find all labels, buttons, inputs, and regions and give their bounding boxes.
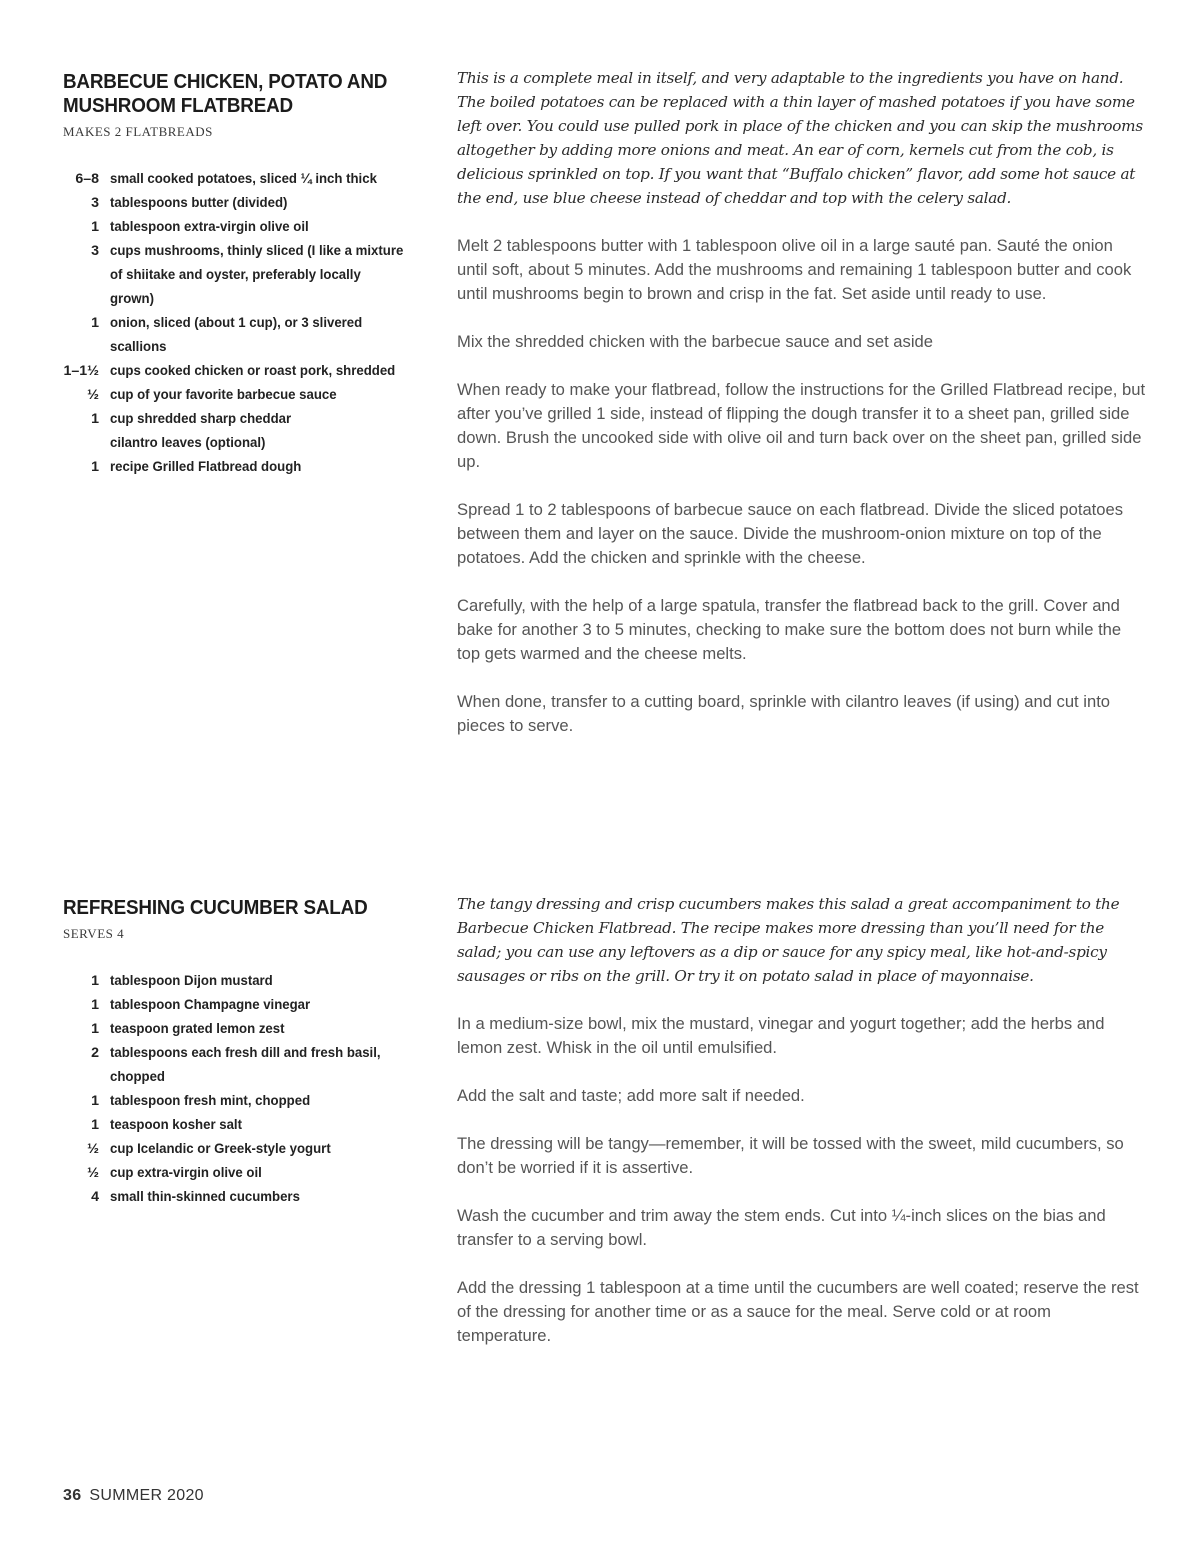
- ingredient-text: of shiitake and oyster, preferably locally: [110, 267, 361, 283]
- ingredient-quantity: 1–1½: [63, 363, 99, 379]
- ingredient-item: [63, 969, 443, 993]
- ingredient-item: [63, 1185, 443, 1209]
- ingredient-text: small thin-skinned cucumbers: [110, 1189, 300, 1205]
- recipe2-body: [457, 892, 1147, 1372]
- ingredient-item: [63, 239, 443, 311]
- ingredient-item: [63, 407, 443, 431]
- ingredient-item: [63, 455, 443, 479]
- ingredient-item: [63, 1113, 443, 1137]
- ingredient-item: [63, 215, 443, 239]
- method-paragraph: Carefully, with the help of a large spatula, transfer the flatbread back to the grill. Cover and bake for another 3 to 5 minutes, checking to make sure the bottom does not burn while the top gets warmed and the cheese melts.: [457, 596, 1122, 663]
- method-paragraph: When ready to make your flatbread, follow the instructions for the Grilled Flatbread recipe, but after you’ve grilled 1 side, instead of flipping the dough transfer it to a sheet pan, grilled side down. Brush the uncooked side with olive oil and turn back over on the sheet pan, grilled side up.: [457, 380, 1146, 471]
- ingredient-text: grown): [110, 291, 154, 307]
- recipe2-header: [63, 896, 438, 943]
- recipe1-title-line2: MUSHROOM FLATBREAD: [63, 94, 293, 117]
- ingredient-item: [63, 191, 443, 215]
- ingredient-text: tablespoon extra-virgin olive oil: [110, 219, 309, 235]
- ingredient-item: [63, 1017, 443, 1041]
- page-number: 36: [63, 1487, 82, 1504]
- recipe1-ingredient-list: [63, 167, 443, 479]
- ingredient-quantity: 3: [91, 243, 99, 259]
- recipe1-body: [457, 66, 1147, 762]
- method-paragraph: Melt 2 tablespoons butter with 1 tablespoon olive oil in a large sauté pan. Sauté the onion until soft, about 5 minutes. Add the mushrooms and remaining 1 tablespoon butter and cook until mushrooms begin to brown and crisp in the fat. Set aside until ready to use.: [457, 236, 1132, 303]
- recipe2-title: [63, 896, 436, 920]
- ingredient-item: [63, 1137, 443, 1161]
- ingredient-quantity: 1: [91, 1093, 99, 1109]
- ingredient-item: [63, 993, 443, 1017]
- ingredient-quantity: ½: [87, 1141, 99, 1157]
- ingredient-quantity: ½: [87, 387, 99, 403]
- recipe1-intro: This is a complete meal in itself, and very adaptable to the ingredients you have on hand. The boiled potatoes can be replaced with a thin layer of mashed potatoes if you have some left over. You could use pulled pork in place of the chicken and you can skip the mushrooms altogether by adding more onions and meat. An ear of corn, kernels cut from the cob, is delicious sprinkled on top. If you want that “Buffalo chicken” flavor, add some hot sauce at the end, use blue cheese instead of cheddar and top with the celery salad.: [457, 69, 1143, 207]
- ingredient-quantity: 1: [91, 973, 99, 989]
- recipe1-header: [63, 70, 438, 141]
- ingredient-text: cup Icelandic or Greek-style yogurt: [110, 1141, 331, 1157]
- ingredient-item: [63, 359, 443, 383]
- method-paragraph: Spread 1 to 2 tablespoons of barbecue sauce on each flatbread. Divide the sliced potatoes between them and layer on the sauce. Divide the mushroom-onion mixture on top of the potatoes. Add the chicken and sprinkle with the cheese.: [457, 500, 1124, 567]
- page-footer: [63, 1487, 204, 1505]
- ingredient-text: tablespoon fresh mint, chopped: [110, 1093, 311, 1109]
- ingredient-item: [63, 167, 443, 191]
- ingredient-text: chopped: [110, 1069, 165, 1085]
- ingredient-text: tablespoons butter (divided): [110, 195, 288, 211]
- method-paragraph: Mix the shredded chicken with the barbecue sauce and set aside: [457, 332, 933, 351]
- issue-label: SUMMER 2020: [89, 1487, 204, 1504]
- recipe2-ingredient-list: [63, 969, 443, 1209]
- ingredient-item: [63, 1161, 443, 1185]
- ingredient-quantity: ½: [87, 1165, 99, 1181]
- ingredient-text: teaspoon kosher salt: [110, 1117, 242, 1133]
- method-paragraph: Add the dressing 1 tablespoon at a time until the cucumbers are well coated; reserve the rest of the dressing for another time or as a sauce for the meal. Serve cold or at room temperature.: [457, 1278, 1139, 1345]
- ingredient-text: cup extra-virgin olive oil: [110, 1165, 262, 1181]
- ingredient-text: cup of your favorite barbecue sauce: [110, 387, 337, 403]
- ingredient-quantity: 1: [91, 1117, 99, 1133]
- ingredient-text: cups cooked chicken or roast pork, shredded: [110, 363, 396, 379]
- ingredient-item: [63, 383, 443, 407]
- ingredient-text: tablespoon Champagne vinegar: [110, 997, 311, 1013]
- ingredient-quantity: 1: [91, 315, 99, 331]
- method-paragraph: When done, transfer to a cutting board, sprinkle with cilantro leaves (if using) and cut into pieces to serve.: [457, 692, 1111, 735]
- ingredient-text: teaspoon grated lemon zest: [110, 1021, 285, 1037]
- ingredient-quantity: 1: [91, 997, 99, 1013]
- method-paragraph: Wash the cucumber and trim away the stem ends. Cut into ¼-inch slices on the bias and transfer to a serving bowl.: [457, 1206, 1106, 1249]
- ingredient-item: [63, 431, 443, 455]
- ingredient-item: [63, 311, 443, 359]
- ingredient-quantity: 2: [91, 1045, 99, 1061]
- ingredient-quantity: 1: [91, 459, 99, 475]
- recipe2-intro: The tangy dressing and crisp cucumbers makes this salad a great accompaniment to the Barbecue Chicken Flatbread. The recipe makes more dressing than you’ll need for the salad; you can use any leftovers as a dip or sauce for any spicy meal, like hot-and-spicy sausages or ribs on the grill. Or try it on potato salad in place of mayonnaise.: [457, 895, 1120, 985]
- ingredient-item: [63, 1089, 443, 1113]
- recipe2-steps: [457, 1012, 1147, 1348]
- ingredient-text: cup shredded sharp cheddar: [110, 411, 292, 427]
- ingredient-text: recipe Grilled Flatbread dough: [110, 459, 302, 475]
- method-paragraph: In a medium-size bowl, mix the mustard, vinegar and yogurt together; add the herbs and lemon zest. Whisk in the oil until emulsified.: [457, 1014, 1105, 1057]
- ingredient-text: onion, sliced (about 1 cup), or 3 slivered: [110, 315, 363, 331]
- ingredient-quantity: 6–8: [75, 171, 99, 187]
- recipe1-title: [63, 70, 436, 118]
- ingredient-text: small cooked potatoes, sliced ¼ inch thick: [110, 171, 377, 187]
- ingredient-text: tablespoons each fresh dill and fresh basil,: [110, 1045, 381, 1061]
- ingredient-quantity: 1: [91, 219, 99, 235]
- ingredient-text: cilantro leaves (optional): [110, 435, 266, 451]
- recipe1-steps: [457, 234, 1147, 738]
- ingredient-text: cups mushrooms, thinly sliced (I like a mixture: [110, 243, 404, 259]
- method-paragraph: The dressing will be tangy—remember, it will be tossed with the sweet, mild cucumbers, so don’t be worried if it is assertive.: [457, 1134, 1124, 1177]
- recipe2-title-line1: REFRESHING CUCUMBER SALAD: [63, 896, 368, 919]
- ingredient-quantity: 1: [91, 411, 99, 427]
- ingredient-text: scallions: [110, 339, 167, 355]
- recipe1-yield: MAKES 2 FLATBREADS: [63, 124, 213, 139]
- method-paragraph: Add the salt and taste; add more salt if needed.: [457, 1086, 805, 1105]
- ingredient-quantity: 3: [91, 195, 99, 211]
- ingredient-item: [63, 1041, 443, 1089]
- ingredient-quantity: 1: [91, 1021, 99, 1037]
- ingredient-text: tablespoon Dijon mustard: [110, 973, 273, 989]
- ingredient-quantity: 4: [91, 1189, 99, 1205]
- recipe2-yield: SERVES 4: [63, 926, 125, 941]
- recipe1-title-line1: BARBECUE CHICKEN, POTATO AND: [63, 70, 388, 93]
